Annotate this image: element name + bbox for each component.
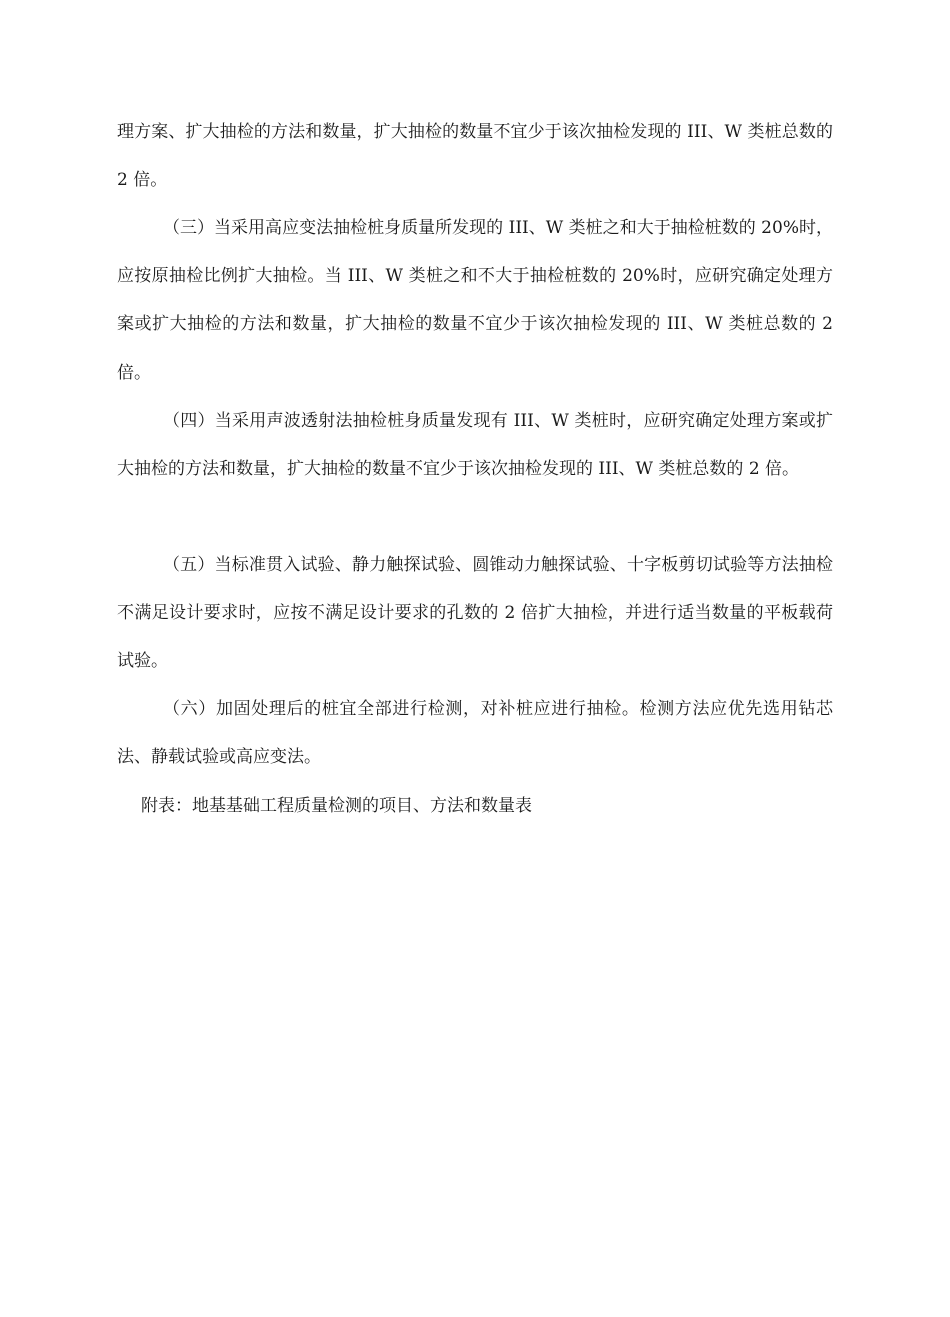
paragraph-continuation: 理方案、扩大抽检的方法和数量，扩大抽检的数量不宜少于该次抽检发现的 III、W 类桩总数的 2 倍。 (117, 122, 833, 191)
paragraph-item-3: （三）当采用高应变法抽检桩身质量所发现的 III、W 类桩之和大于抽检桩数的 20%时，应按原抽检比例扩大抽检。当 III、W 类桩之和不大于抽检桩数的 20%时，应研究确定处理方案或扩大抽检的方法和数量，扩大抽检的数量不宜少于该次抽检发现的 III、W 类桩总数的 2 倍。 (117, 218, 833, 383)
attachment-line: 附表：地基基础工程质量检测的项目、方法和数量表 (141, 796, 532, 816)
paragraph-item-5: （五）当标准贯入试验、静力触探试验、圆锥动力触探试验、十字板剪切试验等方法抽检不满足设计要求时，应按不满足设计要求的孔数的 2 倍扩大抽检，并进行适当数量的平板载荷试验。 (117, 555, 833, 672)
paragraph-item-6: （六）加固处理后的桩宜全部进行检测，对补桩应进行抽检。检测方法应优先选用钻芯法、静载试验或高应变法。 (117, 699, 833, 768)
paragraph-item-4: （四）当采用声波透射法抽检桩身质量发现有 III、W 类桩时，应研究确定处理方案或扩大抽检的方法和数量，扩大抽检的数量不宜少于该次抽检发现的 III、W 类桩总数的 2 倍。 (117, 411, 833, 480)
